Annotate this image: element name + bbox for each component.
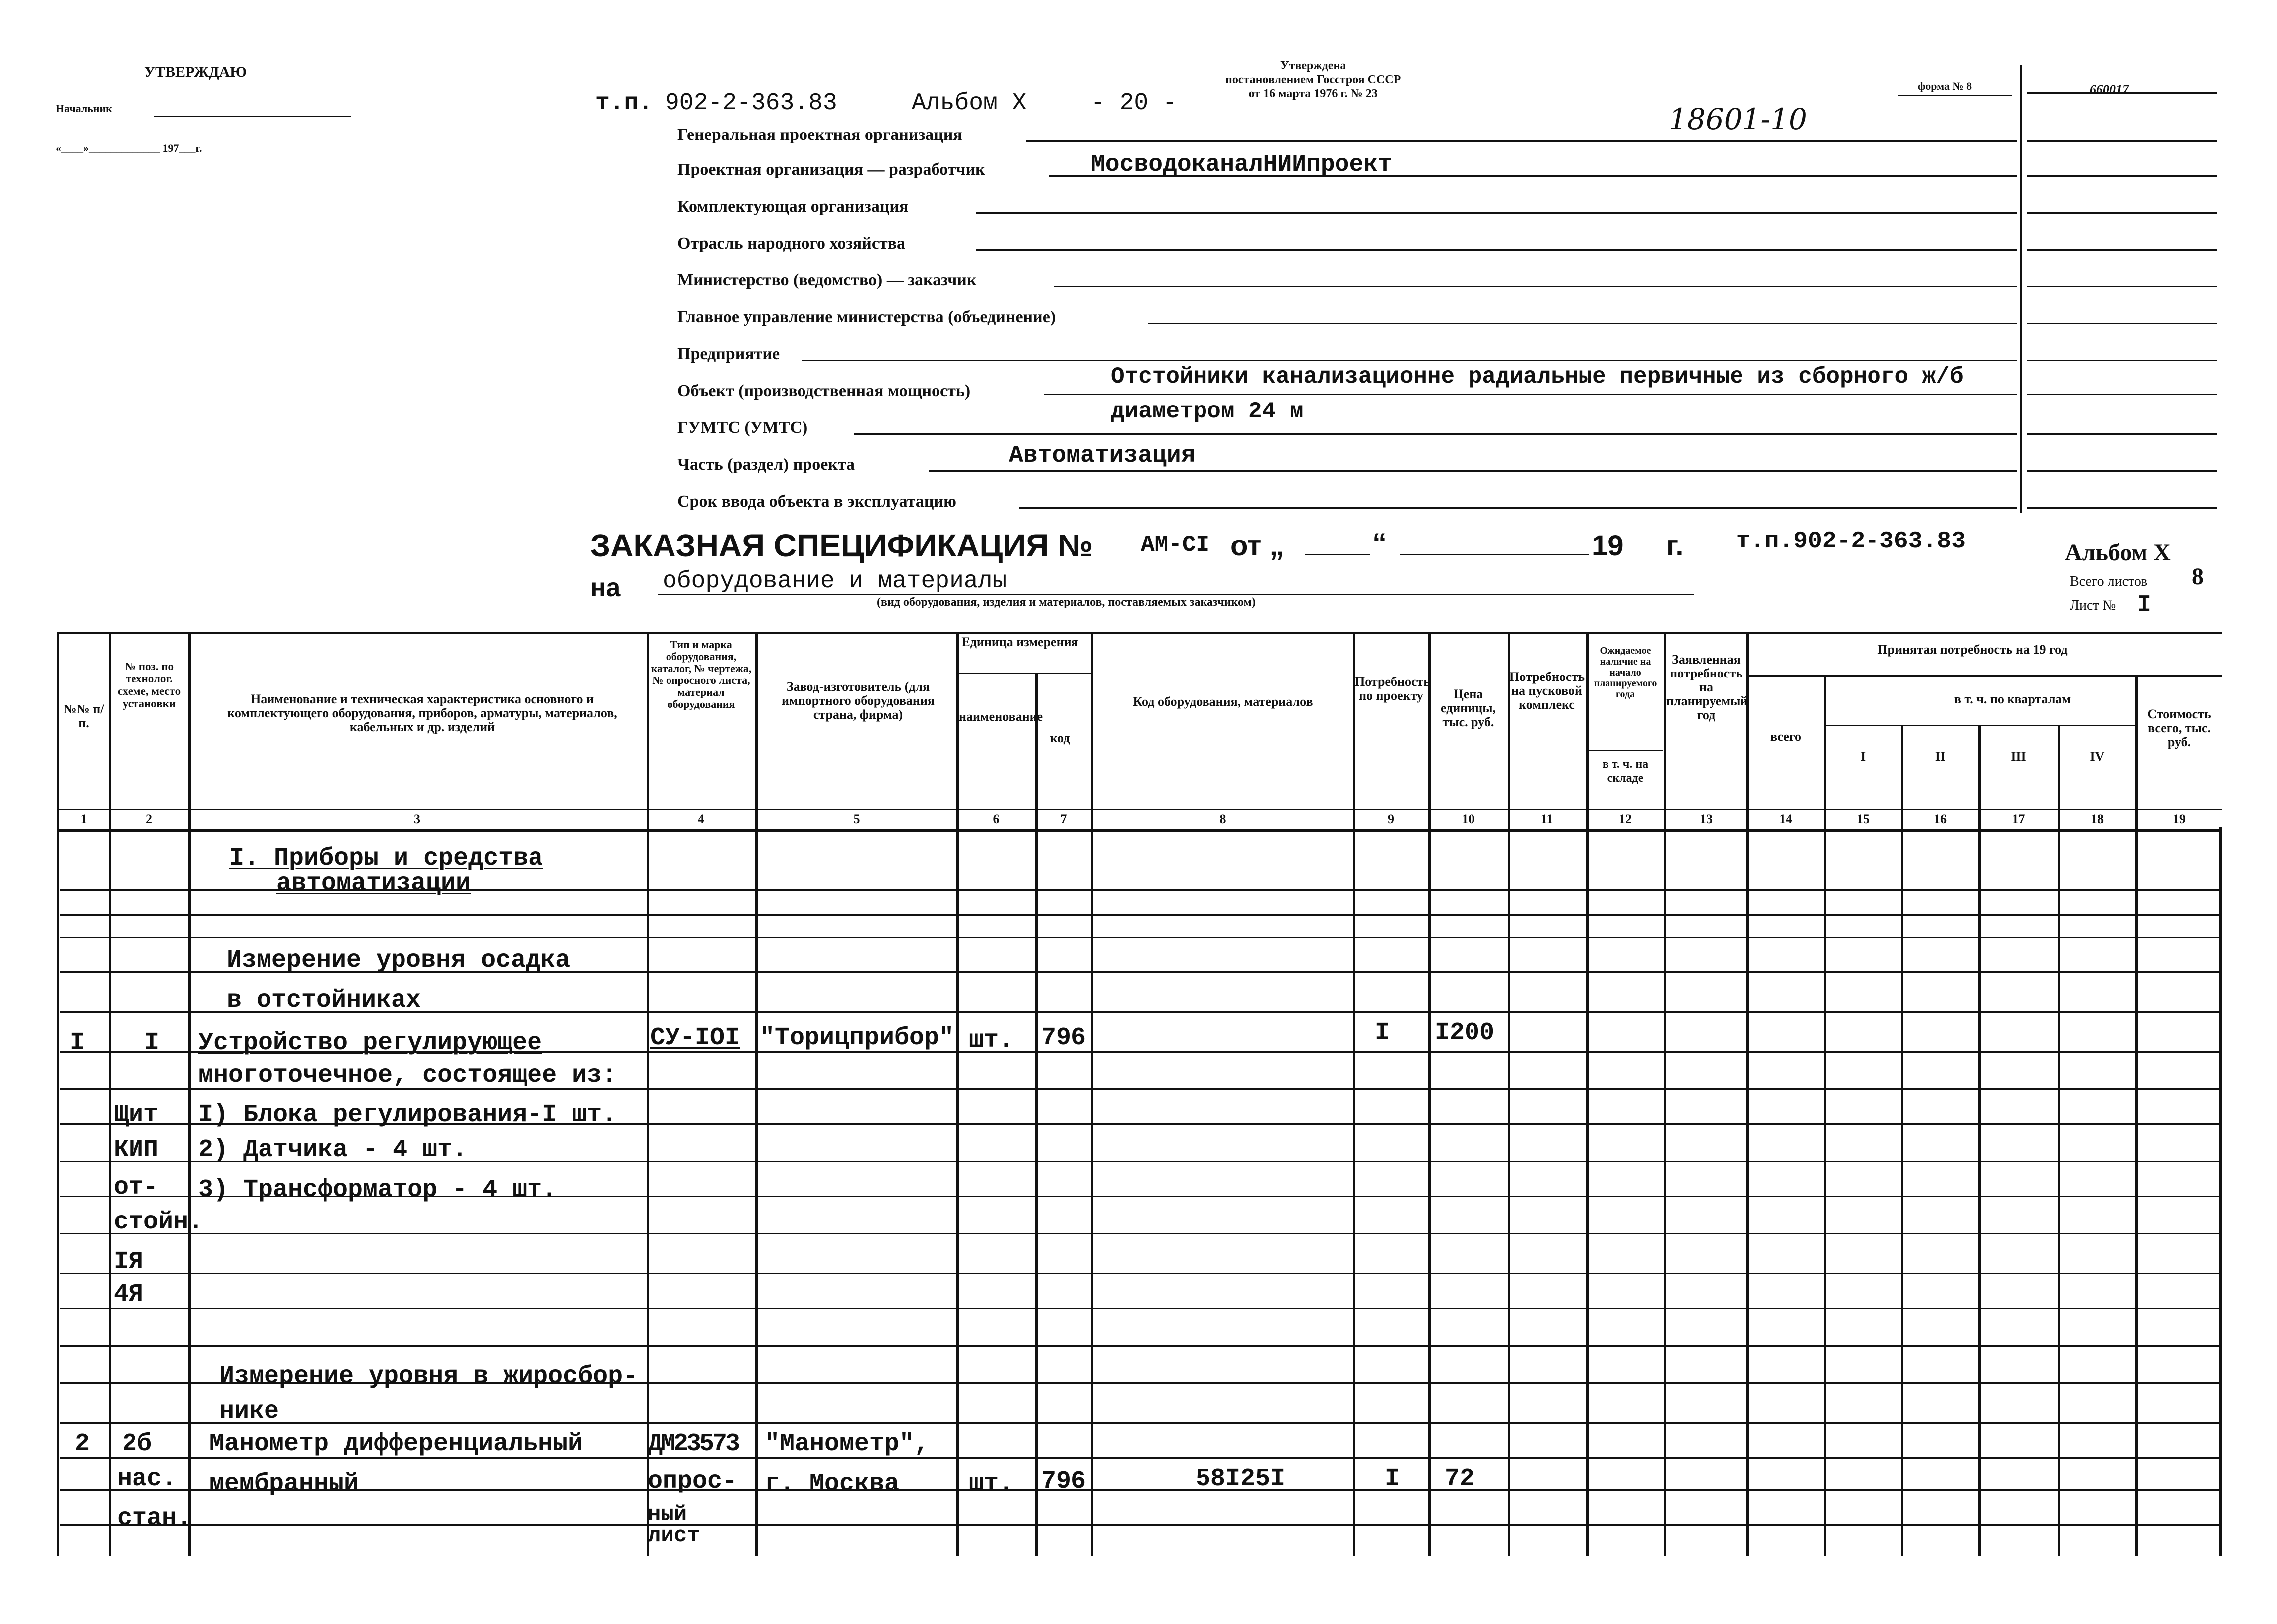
item-quantity: I <box>1385 1465 1400 1493</box>
col-header-13: Заявленная потребность на планируемый год <box>1666 652 1748 722</box>
approval-title: УТВЕРЖДАЮ <box>144 64 247 80</box>
col-number: 18 <box>2091 812 2104 826</box>
spec-subject-caption: (вид оборудования, изделия и материалов, поставляемых заказчиком) <box>877 596 1256 609</box>
field-label: Срок ввода объекта в эксплуатацию <box>677 492 957 511</box>
col-header-17: III <box>2011 749 2026 764</box>
col-divider <box>1978 725 1981 1556</box>
field-label: Объект (производственная мощность) <box>677 382 971 400</box>
col-divider <box>956 632 959 1556</box>
item-type-cont: опрос- <box>648 1467 738 1495</box>
field-label: Министерство (ведомство) — заказчик <box>677 271 977 289</box>
field-value-object: Отстойники канализационне радиальные первичные из сборного ж/б <box>1111 364 1964 390</box>
stamp-code: 660017 <box>2090 82 2129 97</box>
spec-na: на <box>590 573 621 602</box>
field-line[interactable] <box>1026 140 2017 142</box>
right-panel-line <box>2027 394 2217 395</box>
field-line[interactable] <box>1148 323 2017 324</box>
approved-note <box>1225 59 1401 101</box>
group-unit: Единица измерения <box>961 635 1078 649</box>
item-price: I200 <box>1435 1019 1495 1047</box>
field-line[interactable] <box>802 360 2017 361</box>
right-panel-line <box>2027 360 2217 361</box>
spec-number: АМ-СI <box>1141 532 1210 558</box>
row-line <box>60 1524 2219 1526</box>
item-position: от- <box>114 1173 159 1202</box>
album-label: Альбом X <box>912 90 1027 117</box>
col-number: 4 <box>698 812 704 826</box>
row-line <box>60 1345 2219 1347</box>
col-header-18: IV <box>2090 749 2105 764</box>
row-line <box>60 1489 2219 1491</box>
col-header-12: Ожидаемое наличие на начало планируемого года <box>1594 645 1657 700</box>
item-name-cont: мембранный <box>209 1470 359 1498</box>
accepted-group-line <box>1748 675 2222 677</box>
spec-tp-ref: т.п.902-2-363.83 <box>1736 528 1966 555</box>
right-panel-line <box>2027 507 2217 509</box>
right-panel-line <box>2027 212 2217 214</box>
header-bottom-line <box>57 809 2222 810</box>
spec-subject: оборудование и материалы <box>663 568 1007 595</box>
col-divider <box>1586 632 1589 1556</box>
col-number: 19 <box>2173 812 2186 826</box>
tp-label: т.п. <box>595 90 653 117</box>
spec-subject-line <box>658 594 1694 595</box>
row-line <box>60 1273 2219 1274</box>
approval-signature-line[interactable] <box>154 116 351 117</box>
section-title: I. Приборы и средства <box>229 844 543 873</box>
col-header-2: № поз. по технолог. схеме, место установки <box>117 660 181 710</box>
group-accepted: Принятая потребность на 19 год <box>1877 642 2068 657</box>
item-equipment-code: 58I25I <box>1196 1465 1286 1493</box>
field-line[interactable] <box>1019 507 2017 509</box>
item-position: Щит <box>114 1101 159 1129</box>
sheet-label: Лист № <box>2070 598 2116 613</box>
col-header-4: Тип и марка оборудования, каталог, № чертежа, № опросного листа, материал оборудования <box>651 638 752 710</box>
col-number: 1 <box>80 812 87 826</box>
col-divider <box>1901 725 1903 1556</box>
col-header-1: №№ п/п. <box>63 702 104 730</box>
col-number: 11 <box>1540 812 1553 826</box>
item-index: 2 <box>75 1430 90 1458</box>
spec-month-line[interactable] <box>1400 554 1589 555</box>
item-position: 2б <box>122 1430 152 1458</box>
approved-note-line: от 16 марта 1976 г. № 23 <box>1248 87 1378 100</box>
group-title: Измерение уровня осадка <box>227 947 571 975</box>
item-type: ДМ23573 <box>648 1430 739 1458</box>
item-position: 4Я <box>114 1280 144 1309</box>
field-line[interactable] <box>1044 394 2017 395</box>
right-panel-line <box>2027 92 2217 94</box>
item-unit-code: 796 <box>1041 1024 1086 1052</box>
item-price: 72 <box>1445 1465 1475 1493</box>
group-in-stock: в т. ч. на складе <box>1602 758 1649 785</box>
field-label: Предприятие <box>677 345 780 363</box>
col-header-11: Потребность на пусковой комплекс <box>1509 670 1585 712</box>
field-value-org: МосводоканалНИИпроект <box>1091 151 1392 178</box>
col-divider <box>109 632 111 1556</box>
row-line <box>60 1422 2219 1424</box>
field-label: Проектная организация — разработчик <box>677 160 985 179</box>
col-number: 13 <box>1700 812 1713 826</box>
item-index: I <box>70 1029 85 1057</box>
col-header-16: II <box>1935 749 1946 764</box>
tp-number: 902-2-363.83 <box>665 90 837 117</box>
col-divider <box>1664 632 1666 1556</box>
col-number: 17 <box>2012 812 2025 826</box>
field-line[interactable] <box>929 470 2017 472</box>
section-title: автоматизации <box>276 869 471 898</box>
item-unit-code: 796 <box>1041 1467 1086 1495</box>
group-title: в отстойниках <box>227 986 421 1015</box>
field-label: Отрасль народного хозяйства <box>677 234 906 253</box>
item-position: стойн. <box>114 1208 204 1236</box>
right-panel-line <box>2027 286 2217 287</box>
col-number: 5 <box>853 812 860 826</box>
item-component: I) Блока регулирования-I шт. <box>198 1101 617 1129</box>
field-line[interactable] <box>854 433 2017 435</box>
spec-title: ЗАКАЗНАЯ СПЕЦИФИКАЦИЯ № <box>590 528 1093 563</box>
spec-year-suffix: г. <box>1666 530 1684 562</box>
col-divider <box>755 632 758 1556</box>
field-value-diameter: диаметром 24 м <box>1111 399 1304 424</box>
field-line[interactable] <box>976 249 2017 251</box>
col-header-8: Код оборудования, материалов <box>1133 694 1313 709</box>
col-number: 12 <box>1619 812 1632 826</box>
col-header-5: Завод-изготовитель (для импортного оборудования страна, фирма) <box>782 679 935 722</box>
item-manufacturer-city: г. Москва <box>765 1470 900 1498</box>
table-top-border <box>57 632 2222 634</box>
col-divider <box>2219 827 2222 1556</box>
row-line <box>60 1233 2219 1234</box>
item-component: 2) Датчика - 4 шт. <box>198 1136 468 1164</box>
sheet-value: I <box>2137 592 2151 619</box>
field-label: Генеральная проектная организация <box>677 126 962 144</box>
col-header-15: I <box>1860 749 1866 764</box>
form-label: форма № 8 <box>1918 80 1972 92</box>
item-manufacturer: "Манометр", <box>765 1430 930 1458</box>
spec-day-line[interactable] <box>1305 554 1370 555</box>
right-panel-line <box>2027 433 2217 435</box>
handwritten-number: 18601-10 <box>1669 102 1807 136</box>
right-panel-line <box>2027 249 2217 251</box>
field-label: Главное управление министерства (объединение) <box>677 308 1056 326</box>
col-header-19: Стоимость всего, тыс. руб. <box>2147 707 2211 749</box>
approved-note-line: Утверждена <box>1280 59 1346 72</box>
spec-year: 19 <box>1592 530 1624 562</box>
spec-quote: “ <box>1372 528 1387 560</box>
field-line[interactable] <box>1054 286 2017 287</box>
col-divider <box>1508 632 1510 1556</box>
item-unit-name: шт. <box>969 1026 1014 1055</box>
approved-note-line: постановлением Госстроя СССР <box>1225 73 1401 86</box>
col-divider <box>1353 632 1355 1556</box>
item-position: стан. <box>117 1504 192 1533</box>
col-header-9: Потребность по проекту <box>1355 675 1431 703</box>
col-divider <box>57 632 59 1556</box>
form-underline <box>1898 95 2012 96</box>
col-header-10: Цена единицы, тыс. руб. <box>1440 687 1496 729</box>
col-divider <box>2058 725 2060 1556</box>
item-name: Манометр дифференциальный <box>209 1430 583 1458</box>
spec-album: Альбом X <box>2065 540 2171 566</box>
field-label: Комплектующая организация <box>677 197 909 216</box>
col-number: 2 <box>146 812 152 826</box>
right-panel-line <box>2027 175 2217 177</box>
col-number: 14 <box>1779 812 1792 826</box>
row-line <box>60 1308 2219 1309</box>
total-sheets-label: Всего листов <box>2070 574 2148 589</box>
col-header-7: код <box>1050 731 1070 745</box>
total-sheets-value: 8 <box>2192 563 2204 590</box>
right-panel-line <box>2027 140 2217 142</box>
item-manufacturer: "Торицприбор" <box>760 1024 954 1052</box>
approval-head-label: Начальник <box>56 102 112 115</box>
item-position: IЯ <box>114 1248 144 1276</box>
row-line <box>60 914 2219 916</box>
unit-group-line <box>959 673 1091 674</box>
right-panel-line <box>2027 323 2217 324</box>
col-divider <box>647 632 649 1556</box>
page-number: - 20 - <box>1091 90 1177 117</box>
col-number: 3 <box>414 812 420 826</box>
stock-group-line <box>1588 750 1663 751</box>
field-line[interactable] <box>1049 175 2017 177</box>
col-header-3: Наименование и техническая характеристика основного и комплектующего оборудования, приборов, арматуры, материалов, кабельных и др. изделий <box>227 692 617 734</box>
item-position: нас. <box>117 1465 177 1493</box>
row-line <box>60 937 2219 938</box>
item-unit-name: шт. <box>969 1470 1014 1498</box>
item-name: Устройство регулирующее <box>198 1029 542 1057</box>
col-divider <box>1428 632 1431 1556</box>
approval-date-line: «____»_____________ 197___г. <box>56 142 202 154</box>
col-divider <box>188 632 191 1556</box>
group-quarters: в т. ч. по кварталам <box>1954 692 2071 706</box>
field-label: ГУМТС (УМТС) <box>677 418 808 437</box>
item-quantity: I <box>1375 1019 1390 1047</box>
right-panel-line <box>2027 470 2217 472</box>
col-header-6: наименование <box>959 709 1043 724</box>
right-panel-border <box>2020 65 2022 513</box>
col-number: 8 <box>1219 812 1226 826</box>
column-number-line <box>57 829 2222 832</box>
col-number: 16 <box>1934 812 1947 826</box>
item-type-cont: ный лист <box>648 1502 700 1548</box>
group-title: Измерение уровня в жиросбор- <box>219 1362 638 1391</box>
group-title: нике <box>219 1397 279 1426</box>
col-number: 6 <box>993 812 1000 826</box>
spec-from: от „ <box>1230 530 1284 562</box>
col-number: 15 <box>1857 812 1870 826</box>
col-number: 9 <box>1388 812 1394 826</box>
field-value-part: Автоматизация <box>1009 442 1196 469</box>
field-line[interactable] <box>976 212 2017 214</box>
col-divider <box>1091 632 1093 1556</box>
item-position: I <box>144 1029 160 1057</box>
col-number: 7 <box>1060 812 1067 826</box>
col-number: 10 <box>1462 812 1475 826</box>
item-component: 3) Трансформатор - 4 шт. <box>198 1176 557 1204</box>
field-label: Часть (раздел) проекта <box>677 455 855 474</box>
item-position: КИП <box>114 1136 159 1164</box>
col-header-14: всего <box>1770 729 1801 744</box>
item-type: СУ-IOI <box>650 1024 740 1052</box>
col-divider <box>1746 632 1749 1556</box>
item-name-cont: многоточечное, состоящее из: <box>198 1061 617 1089</box>
